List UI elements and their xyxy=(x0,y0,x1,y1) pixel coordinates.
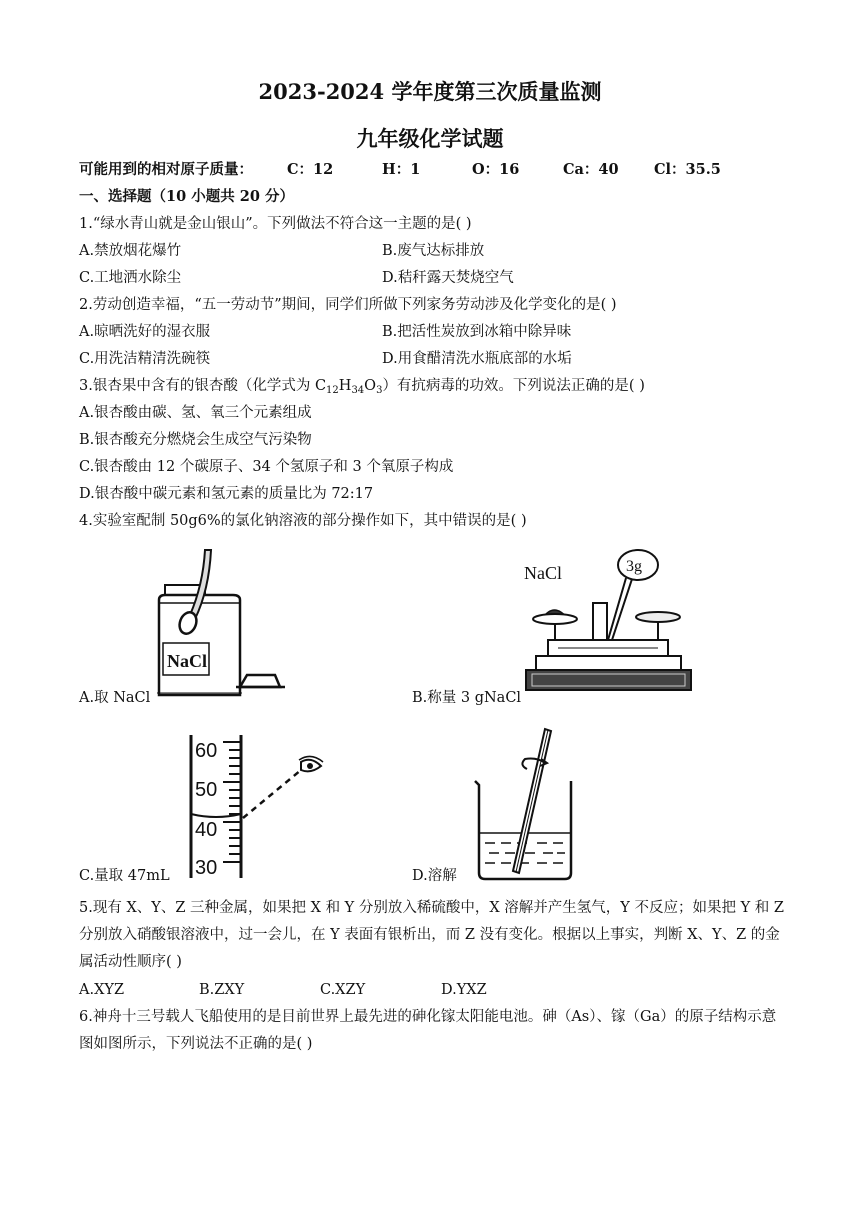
cylinder-tick-40: 40 xyxy=(195,819,218,841)
atomic-mass-o: O：16 xyxy=(472,161,520,178)
q1-option-c: C.工地洒水除尘 xyxy=(79,270,182,286)
q4-option-b: B.称量 3 gNaCl xyxy=(412,690,522,706)
q3-option-a: A.银杏酸由碳、氢、氧三个元素组成 xyxy=(79,405,312,421)
q3-option-b: B.银杏酸充分燃烧会生成空气污染物 xyxy=(79,432,312,448)
q5-option-b: B.ZXY xyxy=(199,982,245,998)
q2-option-d: D.用食醋清洗水瓶底部的水垢 xyxy=(382,351,572,367)
figure-a-reagent-bottle xyxy=(145,545,315,705)
q1-option-a: A.禁放烟花爆竹 xyxy=(79,243,182,259)
q4-option-a: A.取 NaCl xyxy=(79,690,151,706)
figure-b-balance xyxy=(518,545,688,705)
q4-stem: 4.实验室配制 50g6%的氯化钠溶液的部分操作如下，其中错误的是( ) xyxy=(79,513,527,529)
figure-b-weight-label: 3g xyxy=(626,558,642,575)
figure-c-graduated-cylinder xyxy=(183,730,343,880)
figure-a-bottle-label: NaCl xyxy=(167,651,207,671)
q4-option-d: D.溶解 xyxy=(412,868,457,884)
q2-option-a: A.晾晒洗好的湿衣服 xyxy=(79,324,211,340)
q2-stem: 2.劳动创造幸福，“五一劳动节”期间，同学们所做下列家务劳动涉及化学变化的是( ) xyxy=(79,297,617,313)
cylinder-tick-30: 30 xyxy=(195,857,218,879)
atomic-mass-label: 可能用到的相对原子质量： xyxy=(79,161,253,178)
q5-option-c: C.XZY xyxy=(320,982,366,998)
atomic-mass-cl: Cl：35.5 xyxy=(654,161,721,178)
q3-option-d: D.银杏酸中碳元素和氢元素的质量比为 72:17 xyxy=(79,486,374,502)
q3-option-c: C.银杏酸由 12 个碳原子、34 个氢原子和 3 个氧原子构成 xyxy=(79,459,454,475)
atomic-mass-c: C：12 xyxy=(287,161,334,178)
figure-b-nacl-label: NaCl xyxy=(524,563,562,583)
q5-option-a: A.XYZ xyxy=(79,982,125,998)
q1-option-d: D.秸秆露天焚烧空气 xyxy=(382,270,514,286)
cylinder-tick-60: 60 xyxy=(195,740,218,762)
page-subtitle: 九年级化学试题 xyxy=(356,126,504,151)
figure-d-beaker xyxy=(465,725,595,885)
q5-option-d: D.YXZ xyxy=(441,982,487,998)
q1-option-b: B.废气达标排放 xyxy=(382,243,485,259)
atomic-mass-ca: Ca：40 xyxy=(563,161,619,178)
q5-stem: 5.现有 X、Y、Z 三种金属，如果把 X 和 Y 分别放入稀硫酸中，X 溶解并产生氢气，Y 不反应；如果把 Y 和 Z 分别放入硝酸银溶液中，过一会儿，在 Y 表面有银析出，而 Z 没有变化。根据以上事实，判断 X、Y、Z 的金属活动性顺序( ) xyxy=(79,900,784,970)
q2-option-c: C.用洗洁精清洗碗筷 xyxy=(79,351,211,367)
q6-stem: 6.神舟十三号载人飞船使用的是目前世界上最先进的砷化镓太阳能电池。砷（As）、镓（Ga）的原子结构示意图如图所示，下列说法不正确的是( ) xyxy=(79,1009,777,1052)
q1-stem: 1.“绿水青山就是金山银山”。下列做法不符合这一主题的是( ) xyxy=(79,216,472,232)
q2-option-b: B.把活性炭放到冰箱中除异味 xyxy=(382,324,572,340)
q4-option-c: C.量取 47mL xyxy=(79,868,170,884)
page-title: 2023-2024 学年度第三次质量监测 xyxy=(258,79,602,104)
cylinder-tick-50: 50 xyxy=(195,779,218,801)
q3-stem: 3.银杏果中含有的银杏酸（化学式为 $C_{12}H_{34}O_3$）有抗病毒的功效。下列说法正确的是( ) xyxy=(79,378,645,396)
atomic-mass-h: H：1 xyxy=(382,161,421,178)
section-heading: 一、选择题（10 小题共 20 分） xyxy=(79,188,294,205)
